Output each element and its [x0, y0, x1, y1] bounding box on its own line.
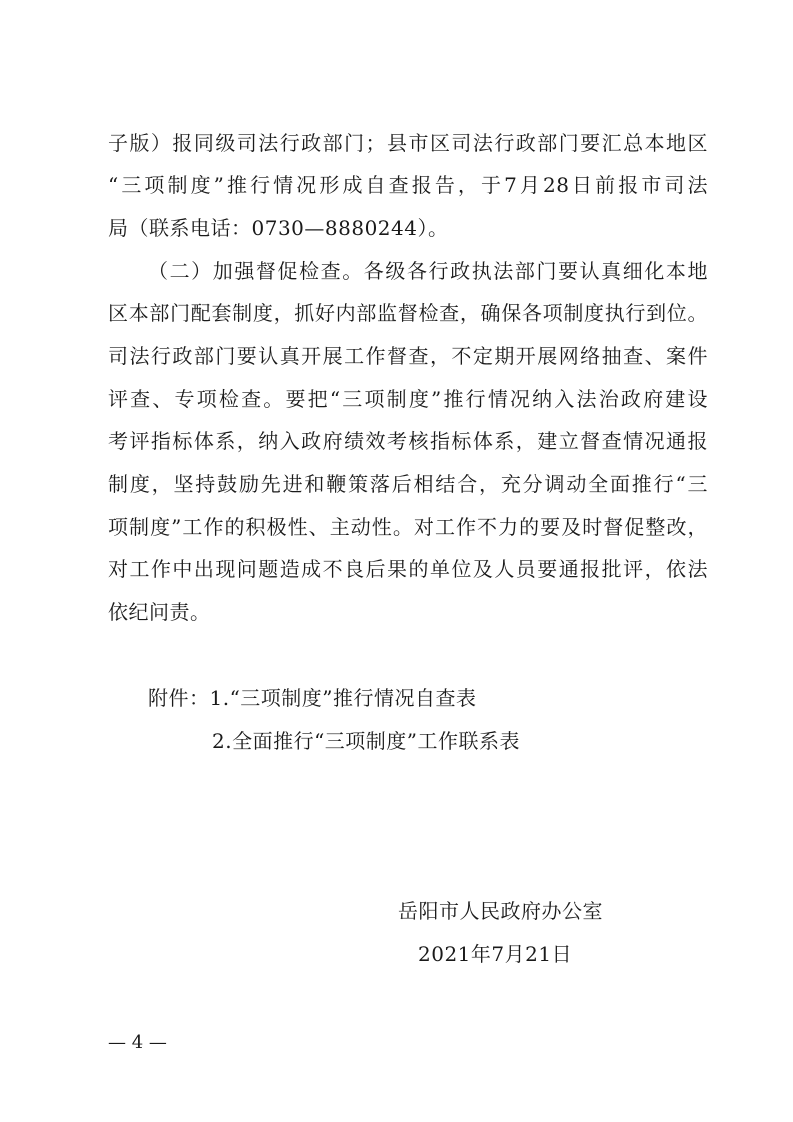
body-line-5: 区本部门配套制度，抓好内部监督检查，确保各项制度执行到位。: [108, 301, 708, 325]
body-line-3: 局（联系电话：0730—8880244）。: [108, 216, 449, 240]
body-line-6: 司法行政部门要认真开展工作督查，不定期开展网络抽查、案件: [108, 344, 708, 368]
attachment-line-2: 2.全面推行“三项制度”工作联系表: [212, 729, 521, 753]
issuer-signature: 岳阳市人民政府办公室: [398, 899, 603, 923]
body-line-7: 评查、专项检查。要把“三项制度”推行情况纳入法治政府建设: [108, 387, 708, 411]
body-line-11: 对工作中出现问题造成不良后果的单位及人员要通报批评，依法: [108, 557, 708, 581]
issue-date: 2021年7月21日: [418, 942, 573, 966]
section-heading-line: （二）加强督促检查。各级各行政执法部门要认真细化本地: [148, 259, 708, 283]
body-line-8: 考评指标体系，纳入政府绩效考核指标体系，建立督查情况通报: [108, 429, 708, 453]
page-number: — 4 —: [108, 1032, 167, 1053]
attachment-line-1: 附件：1.“三项制度”推行情况自查表: [148, 686, 477, 710]
body-line-12: 依纪问责。: [108, 600, 211, 624]
body-line-10: 项制度”工作的积极性、主动性。对工作不力的要及时督促整改，: [108, 515, 708, 539]
body-line-2: “三项制度”推行情况形成自查报告，于7月28日前报市司法: [108, 173, 708, 197]
body-line-1: 子版）报同级司法行政部门；县市区司法行政部门要汇总本地区: [108, 131, 708, 155]
body-line-9: 制度，坚持鼓励先进和鞭策落后相结合，充分调动全面推行“三: [108, 472, 708, 496]
